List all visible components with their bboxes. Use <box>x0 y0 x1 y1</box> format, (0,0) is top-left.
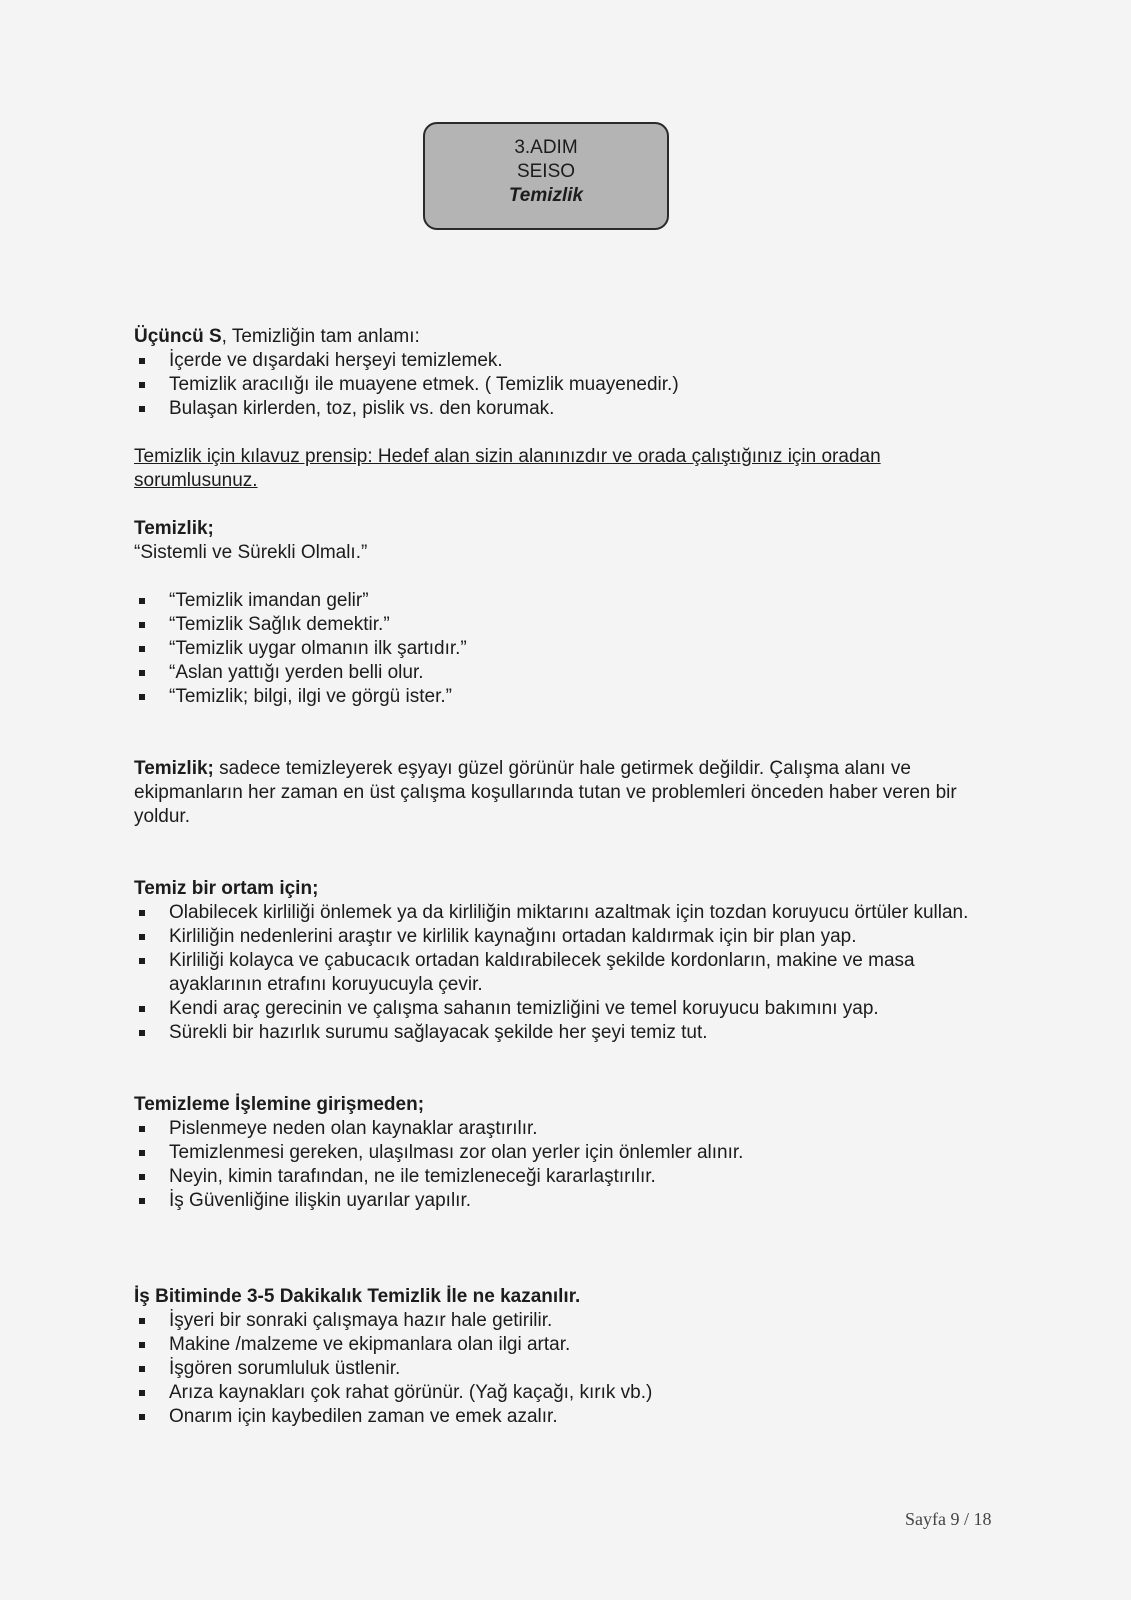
list-item: Temizlenmesi gereken, ulaşılması zor olan yerler için önlemler alınır. <box>134 1141 1004 1165</box>
list-item: “Temizlik imandan gelir” <box>134 589 1004 613</box>
list-item: Kirliliği kolayca ve çabucacık ortadan kaldırabilecek şekilde kordonların, makine ve masa ayaklarının etrafını koruyucuyla çevir. <box>134 949 1004 997</box>
section2-subtitle: “Sistemli ve Sürekli Olmalı.” <box>134 542 368 563</box>
list-item: Onarım için kaybedilen zaman ve emek azalır. <box>134 1405 1004 1429</box>
section4-heading: Temizleme İşlemine girişmeden; <box>134 1094 425 1115</box>
list-item: İşgören sorumluluk üstlenir. <box>134 1357 1004 1381</box>
page-number: Sayfa 9 / 18 <box>905 1509 992 1529</box>
section1-lead-bold: Üçüncü S <box>134 326 222 347</box>
definition-paragraph <box>134 757 1004 829</box>
section1-list <box>134 349 1004 421</box>
list-item: “Temizlik; bilgi, ilgi ve görgü ister.” <box>134 685 1004 709</box>
list-item: İçerde ve dışardaki herşeyi temizlemek. <box>134 349 1004 373</box>
list-item: Arıza kaynakları çok rahat görünür. (Yağ kaçağı, kırık vb.) <box>134 1381 1004 1405</box>
section1-lead-rest: , Temizliğin tam anlamı: <box>221 326 420 347</box>
section2-list <box>134 589 1004 709</box>
step-number: 3.ADIM <box>514 137 578 158</box>
section5-list <box>134 1309 1004 1429</box>
list-item: Makine /malzeme ve ekipmanlara olan ilgi artar. <box>134 1333 1004 1357</box>
section3-heading: Temiz bir ortam için; <box>134 878 319 899</box>
list-item: Bulaşan kirlerden, toz, pislik vs. den korumak. <box>134 397 1004 421</box>
step-name: SEISO <box>516 161 576 182</box>
guiding-principle: Temizlik için kılavuz prensip: Hedef alan sizin alanınızdır ve orada çalıştığınız için oradan sorumlusunuz. <box>134 446 881 491</box>
section4-list <box>134 1117 1004 1213</box>
list-item: “Temizlik Sağlık demektir.” <box>134 613 1004 637</box>
list-item: Neyin, kimin tarafından, ne ile temizleneceği kararlaştırılır. <box>134 1165 1004 1189</box>
section5-heading: İş Bitiminde 3-5 Dakikalık Temizlik İle ne kazanılır. <box>134 1286 581 1307</box>
list-item: Sürekli bir hazırlık surumu sağlayacak şekilde her şeyi temiz tut. <box>134 1021 1004 1045</box>
section1-lead <box>134 325 1004 349</box>
definition-lead-bold: Temizlik; <box>134 758 214 779</box>
step-title-box <box>423 122 669 230</box>
list-item: İş Güvenliğine ilişkin uyarılar yapılır. <box>134 1189 1004 1213</box>
list-item: “Aslan yattığı yerden belli olur. <box>134 661 1004 685</box>
list-item: Kirliliğin nedenlerini araştır ve kirlilik kaynağını ortadan kaldırmak için bir plan yap. <box>134 925 1004 949</box>
definition-rest: sadece temizleyerek eşyayı güzel görünür hale getirmek değildir. Çalışma alanı ve ekipmanların her zaman en üst çalışma koşullarında tutan ve problemleri önceden haber veren bir yoldur. <box>134 758 957 827</box>
list-item: Olabilecek kirliliği önlemek ya da kirliliğin miktarını azaltmak için tozdan koruyucu örtüler kullan. <box>134 901 1004 925</box>
list-item: Kendi araç gerecinin ve çalışma sahanın temizliğini ve temel koruyucu bakımını yap. <box>134 997 1004 1021</box>
list-item: Pislenmeye neden olan kaynaklar araştırılır. <box>134 1117 1004 1141</box>
document-body <box>134 325 1004 1429</box>
step-meaning: Temizlik <box>508 185 584 206</box>
list-item: “Temizlik uygar olmanın ilk şartıdır.” <box>134 637 1004 661</box>
section3-list <box>134 901 1004 1045</box>
section2-heading: Temizlik; <box>134 518 214 539</box>
list-item: Temizlik aracılığı ile muayene etmek. ( Temizlik muayenedir.) <box>134 373 1004 397</box>
list-item: İşyeri bir sonraki çalışmaya hazır hale getirilir. <box>134 1309 1004 1333</box>
